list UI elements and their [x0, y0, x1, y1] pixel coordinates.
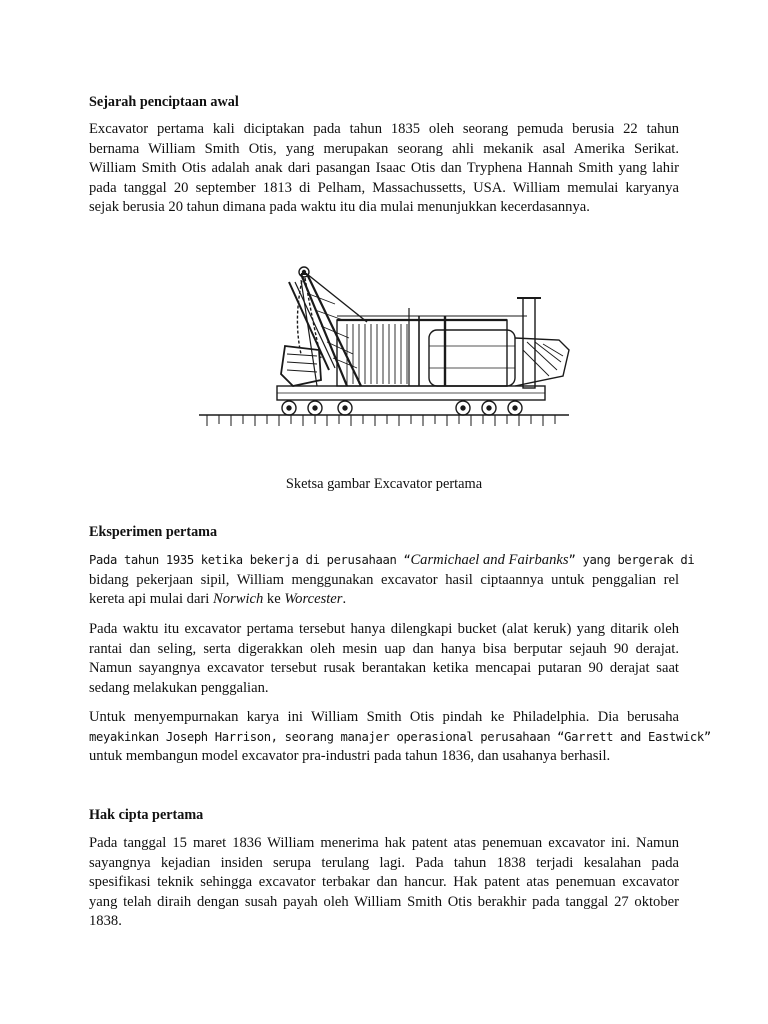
text-line	[89, 590, 679, 610]
paragraph-patent	[89, 834, 679, 932]
place-name-italic: Norwich	[213, 591, 264, 608]
company-name-italic: Carmichael and Fairbanks	[410, 552, 569, 568]
text-run: Pada tahun 1935 ketika bekerja di perusahaan “	[89, 553, 411, 567]
text-line	[89, 551, 695, 571]
text-line: spesifikasi teknik sehingga excavator terbakar dan hancur. Hak patent atas penemuan excavator	[89, 874, 679, 891]
paragraph-experiment-2	[89, 620, 679, 698]
paragraph-experiment-3	[89, 708, 711, 767]
text-line: Pada waktu itu excavator pertama tersebut hanya dilengkapi bucket (alat keruk) yang ditarik oleh	[89, 621, 679, 637]
text-line: pada tanggal 20 september 1813 di Pelham, Massachussetts, USA. William memulai karyanya	[89, 179, 679, 196]
text-run: kereta api mulai dari	[89, 591, 213, 608]
text-line: Pada tanggal 15 maret 1836 William menerima hak patent atas penemuan excavator ini. Namun	[89, 835, 679, 851]
text-line: 1838.	[89, 913, 122, 930]
text-line: sedang melakukan penggalian.	[89, 679, 269, 696]
text-line: bernama William Smith Otis, yang merupakan seorang ahli mekanik asal Amerika Serikat.	[89, 140, 679, 157]
figure-caption: Sketsa gambar Excavator pertama	[285, 476, 483, 492]
text-line: sejak berusia 20 tahun dimana pada waktu itu dia mulai menunjukkan kecerdasannya.	[89, 199, 590, 216]
paragraph-experiment-1	[89, 551, 695, 610]
text-line: meyakinkan Joseph Harrison, seorang manajer operasional perusahaan “Garrett and Eastwick”	[89, 729, 711, 744]
place-name-italic: Worcester	[284, 591, 343, 608]
text-run: ” yang bergerak di	[568, 553, 695, 567]
text-line: bidang pekerjaan sipil, William menggunakan excavator hasil ciptaannya untuk penggalian rel	[89, 571, 679, 588]
text-line: William Smith Otis adalah anak dari pasangan Isaac Otis dan Tryphena Hannah Smith yang lahir	[89, 160, 679, 177]
paragraph-history	[89, 120, 679, 218]
text-line: rantai dan seling, serta digerakkan oleh mesin uap dan hanya bisa berputar sejauh 90 derajat.	[89, 640, 679, 657]
section-heading-patent: Hak cipta pertama	[89, 807, 204, 823]
text-line: Excavator pertama kali diciptakan pada tahun 1835 oleh seorang pemuda berusia 22 tahun	[89, 121, 679, 137]
text-line: yang telah diraih dengan susah payah oleh William Smith Otis berakhir pada tanggal 27 oktober	[89, 893, 679, 910]
text-run: .	[342, 591, 347, 608]
section-heading-history: Sejarah penciptaan awal	[89, 94, 239, 110]
section-heading-experiment: Eksperimen pertama	[89, 524, 218, 540]
text-line: sayangnya kejadian insiden serupa terulang lagi. Pada tahun 1838 terjadi kesalahan pada	[89, 854, 679, 871]
text-run: ke	[263, 591, 285, 608]
text-line: Untuk menyempurnakan karya ini William Smith Otis pindah ke Philadelphia. Dia berusaha	[89, 709, 679, 725]
text-line: untuk membangun model excavator pra-industri pada tahun 1836, dan usahanya berhasil.	[89, 748, 611, 765]
excavator-sketch-illustration	[197, 258, 571, 438]
text-line: Namun sayangnya excavator tersebut rusak berantakan ketika mencapai putaran 90 derajat saat	[89, 660, 679, 677]
